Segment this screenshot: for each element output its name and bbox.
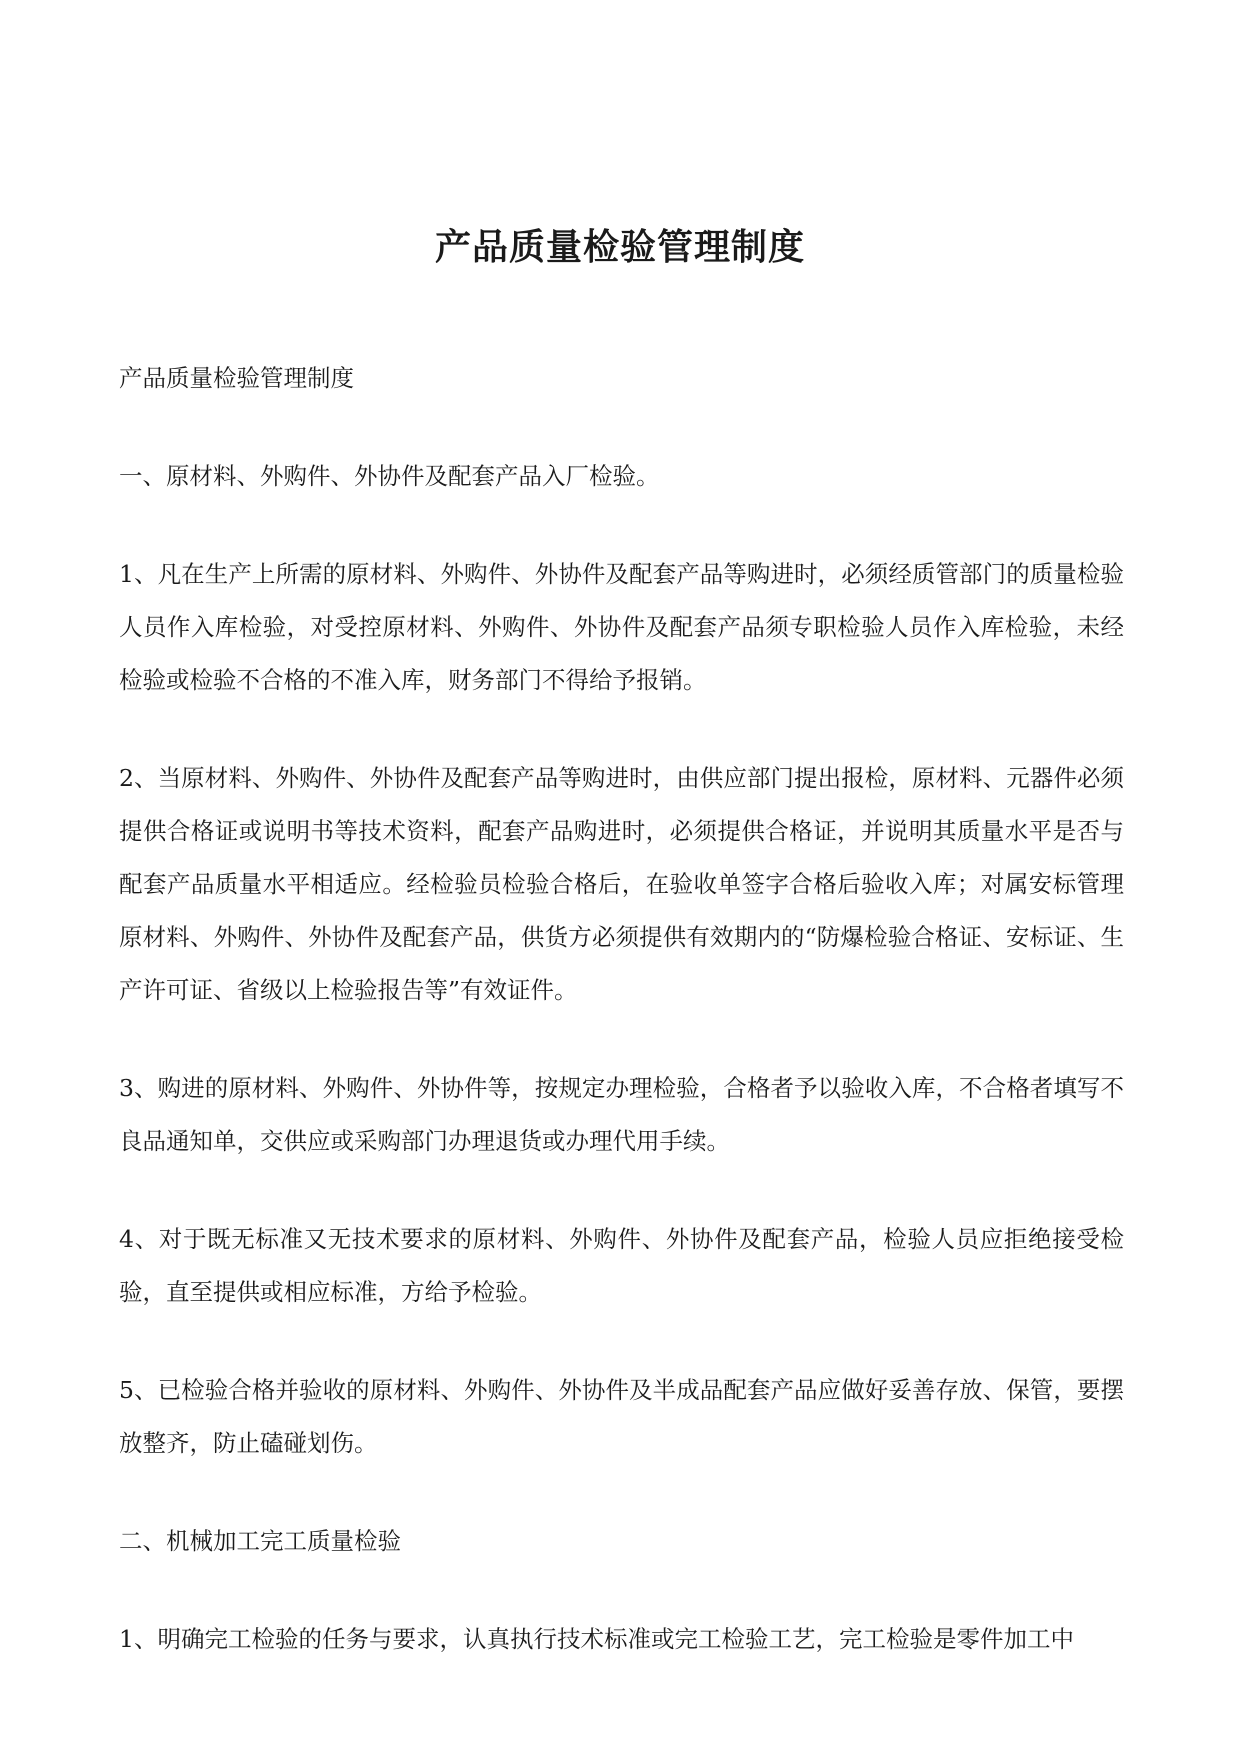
document-title: 产品质量检验管理制度	[434, 226, 805, 268]
section-heading: 一、原材料、外购件、外协件及配套产品入厂检验。	[119, 462, 660, 490]
document-body	[119, 352, 1124, 1666]
body-paragraph: 4、对于既无标准又无技术要求的原材料、外购件、外协件及配套产品，检验人员应拒绝接受检验，直至提供或相应标准，方给予检验。	[119, 1225, 1124, 1306]
body-paragraph: 1、凡在生产上所需的原材料、外购件、外协件及配套产品等购进时，必须经质管部门的质量检验人员作入库检验，对受控原材料、外购件、外协件及配套产品须专职检验人员作入库检验，未经检验或检验不合格的不准入库，财务部门不得给予报销。	[119, 560, 1124, 694]
body-paragraph: 2、当原材料、外购件、外协件及配套产品等购进时，由供应部门提出报检，原材料、元器件必须提供合格证或说明书等技术资料，配套产品购进时，必须提供合格证，并说明其质量水平是否与配套产品质量水平相适应。经检验员检验合格后，在验收单签字合格后验收入库；对属安标管理原材料、外购件、外协件及配套产品，供货方必须提供有效期内的“防爆检验合格证、安标证、生产许可证、省级以上检验报告等”有效证件。	[119, 764, 1124, 1004]
body-paragraph: 产品质量检验管理制度	[119, 364, 354, 392]
body-paragraph: 5、已检验合格并验收的原材料、外购件、外协件及半成品配套产品应做好妥善存放、保管，要摆放整齐，防止磕碰划伤。	[119, 1376, 1124, 1457]
body-paragraph: 3、购进的原材料、外购件、外协件等，按规定办理检验，合格者予以验收入库，不合格者填写不良品通知单，交供应或采购部门办理退货或办理代用手续。	[119, 1074, 1124, 1155]
body-paragraph: 1、明确完工检验的任务与要求，认真执行技术标准或完工检验工艺，完工检验是零件加工中	[119, 1625, 1074, 1653]
section-heading: 二、机械加工完工质量检验	[119, 1527, 401, 1555]
